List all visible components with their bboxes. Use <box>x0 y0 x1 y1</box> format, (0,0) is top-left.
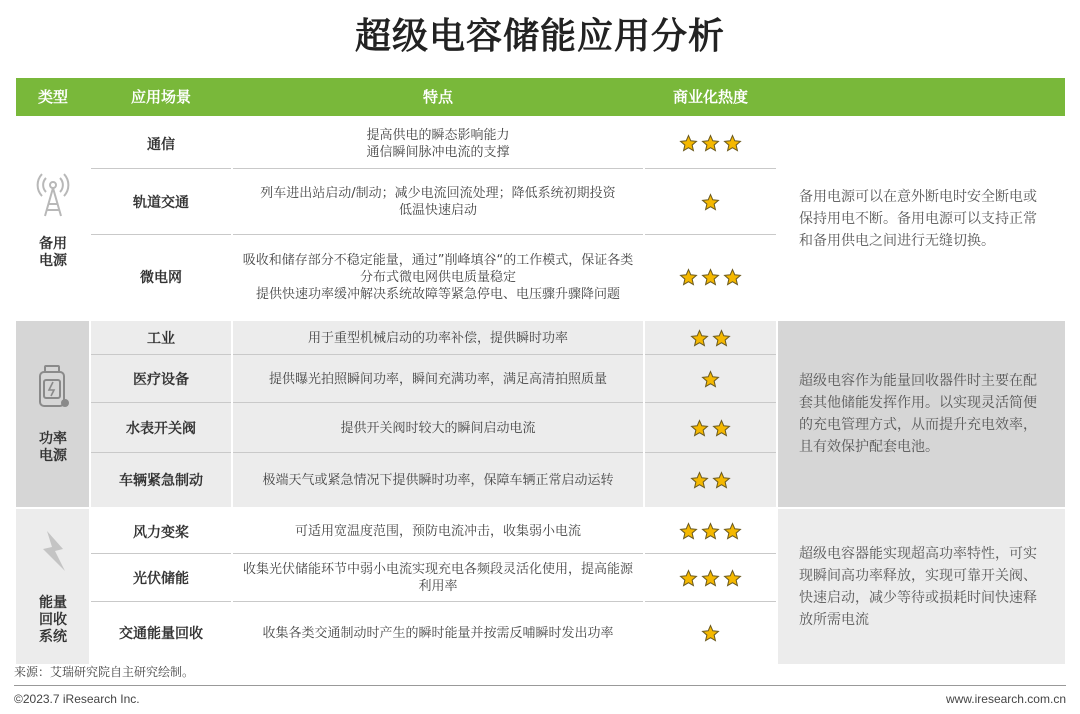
star-icon <box>679 134 698 153</box>
star-icon <box>701 569 720 588</box>
type-label: 功率 电源 <box>39 431 67 464</box>
scene-cell <box>90 509 232 554</box>
star-icon <box>723 569 742 588</box>
heat-cell <box>644 602 777 664</box>
copyright: ©2023.7 iResearch Inc. <box>14 692 140 706</box>
header-scene: 应用场景 <box>90 78 232 116</box>
star-rating <box>679 569 742 588</box>
feature-cell <box>232 355 644 403</box>
heat-cell <box>644 403 777 453</box>
feature-cell <box>232 509 644 554</box>
scene-label: 微电网 <box>140 270 182 286</box>
star-icon <box>701 134 720 153</box>
scene-cell <box>90 235 232 319</box>
star-rating <box>679 522 742 541</box>
group-note-text: 超级电容器能实现超高功率特性，可实现瞬间高功率释放，实现可靠开关阀、快速启动，减少等待或损耗时间快速释放所需电流 <box>799 545 1037 628</box>
feature-cell <box>232 169 644 235</box>
heat-cell <box>644 355 777 403</box>
group-note-text: 超级电容作为能量回收器件时主要在配套其他储能发挥作用。以实现灵活简便的充电管理方式，从而提升充电效率，且有效保护配套电池。 <box>799 373 1037 455</box>
feature-text: 提高供电的瞬态影响能力 通信瞬间脉冲电流的支撑 <box>366 127 510 160</box>
header-blank <box>777 78 1065 116</box>
star-rating <box>701 370 720 389</box>
column-divider <box>89 509 91 664</box>
star-rating <box>690 419 731 438</box>
star-rating <box>690 329 731 348</box>
star-icon <box>701 522 720 541</box>
heat-cell <box>644 453 777 507</box>
column-divider <box>776 509 778 664</box>
star-icon <box>701 193 720 212</box>
type-label: 备用 电源 <box>39 235 67 269</box>
type-label: 能量 回收 系统 <box>39 595 67 645</box>
star-icon <box>679 268 698 287</box>
star-rating <box>690 471 731 490</box>
feature-text: 收集各类交通制动时产生的瞬时能量并按需反哺瞬时发出功率 <box>262 625 614 641</box>
scene-label: 风力变桨 <box>133 524 189 541</box>
column-divider <box>231 509 233 664</box>
scene-cell <box>90 355 232 403</box>
lightning-icon <box>33 527 73 581</box>
column-divider <box>643 118 645 319</box>
star-icon <box>712 329 731 348</box>
header-heat: 商业化热度 <box>644 78 777 116</box>
column-divider <box>89 321 91 507</box>
feature-text: 收集光伏储能环节中弱小电流实现充电各频段灵活化使用，提高能源利用率 <box>242 562 633 594</box>
star-rating <box>679 268 742 287</box>
type-cell <box>16 321 90 507</box>
star-icon <box>701 370 720 389</box>
star-rating <box>701 193 720 212</box>
star-icon <box>690 329 709 348</box>
scene-label: 车辆紧急制动 <box>119 473 203 489</box>
star-icon <box>712 419 731 438</box>
source-note: 来源：艾瑞研究院自主研究绘制。 <box>14 665 195 679</box>
feature-cell <box>232 453 644 507</box>
star-icon <box>690 471 709 490</box>
website: www.iresearch.com.cn <box>945 692 1066 706</box>
star-icon <box>701 268 720 287</box>
column-divider <box>776 321 778 507</box>
header-feature: 特点 <box>232 78 644 116</box>
signal-tower-icon <box>33 168 73 222</box>
feature-text: 列车进出站启动/制动；减少电流回流处理；降低系统初期投资 低温快速启动 <box>260 186 616 218</box>
column-divider <box>231 118 233 319</box>
scene-label: 水表开关阀 <box>126 421 196 437</box>
star-icon <box>701 624 720 643</box>
group-note <box>777 118 1065 319</box>
feature-text: 吸收和储存部分不稳定能量，通过”削峰填谷“的工作模式，保证各类分布式微电网供电质量稳定 提供快速功率缓冲解决系统故障等紧急停电、电压骤升骤降问题 <box>242 252 634 302</box>
star-icon <box>712 471 731 490</box>
scene-label: 光伏储能 <box>133 571 189 587</box>
group-note-text: 备用电源可以在意外断电时安全断电或保持用电不断。备用电源可以支持正常和备用供电之间进行无缝切换。 <box>799 188 1037 249</box>
feature-text: 极端天气或紧急情况下提供瞬时功率，保障车辆正常启动运转 <box>262 472 614 488</box>
feature-text: 可适用宽温度范围，预防电流冲击，收集弱小电流 <box>294 524 581 539</box>
heat-cell <box>644 169 777 235</box>
heat-cell <box>644 321 777 355</box>
battery-icon <box>33 363 73 417</box>
scene-cell <box>90 169 232 235</box>
scene-label: 工业 <box>147 331 175 347</box>
scene-cell <box>90 403 232 453</box>
feature-cell <box>232 235 644 319</box>
heat-cell <box>644 554 777 602</box>
group-note <box>777 509 1065 664</box>
feature-cell <box>232 554 644 602</box>
heat-cell <box>644 509 777 554</box>
scene-cell <box>90 602 232 664</box>
feature-cell <box>232 321 644 355</box>
scene-label: 医疗设备 <box>133 372 189 388</box>
page-title: 超级电容储能应用分析 <box>354 16 725 57</box>
scene-cell <box>90 321 232 355</box>
group-note <box>777 321 1065 507</box>
scene-label: 通信 <box>147 136 175 153</box>
feature-cell <box>232 118 644 169</box>
type-cell <box>16 509 90 664</box>
feature-text: 用于重型机械启动的功率补偿，提供瞬时功率 <box>307 330 568 346</box>
column-divider <box>231 321 233 507</box>
type-cell <box>16 118 90 319</box>
star-icon <box>690 419 709 438</box>
star-icon <box>679 569 698 588</box>
star-rating <box>679 134 742 153</box>
header-type: 类型 <box>16 78 90 116</box>
footer-divider <box>14 685 1066 686</box>
heat-cell <box>644 235 777 319</box>
scene-cell <box>90 118 232 169</box>
scene-cell <box>90 554 232 602</box>
star-rating <box>701 624 720 643</box>
column-divider <box>643 321 645 507</box>
scene-label: 交通能量回收 <box>119 626 203 642</box>
feature-text: 提供曝光拍照瞬间功率，瞬间充满功率，满足高清拍照质量 <box>268 371 607 387</box>
feature-cell <box>232 602 644 664</box>
column-divider <box>89 118 91 319</box>
feature-text: 提供开关阀时较大的瞬间启动电流 <box>340 420 536 436</box>
scene-label: 轨道交通 <box>133 195 189 211</box>
star-icon <box>723 268 742 287</box>
column-divider <box>643 509 645 664</box>
column-divider <box>776 118 778 319</box>
star-icon <box>679 522 698 541</box>
star-icon <box>723 522 742 541</box>
scene-cell <box>90 453 232 507</box>
heat-cell <box>644 118 777 169</box>
feature-cell <box>232 403 644 453</box>
star-icon <box>723 134 742 153</box>
